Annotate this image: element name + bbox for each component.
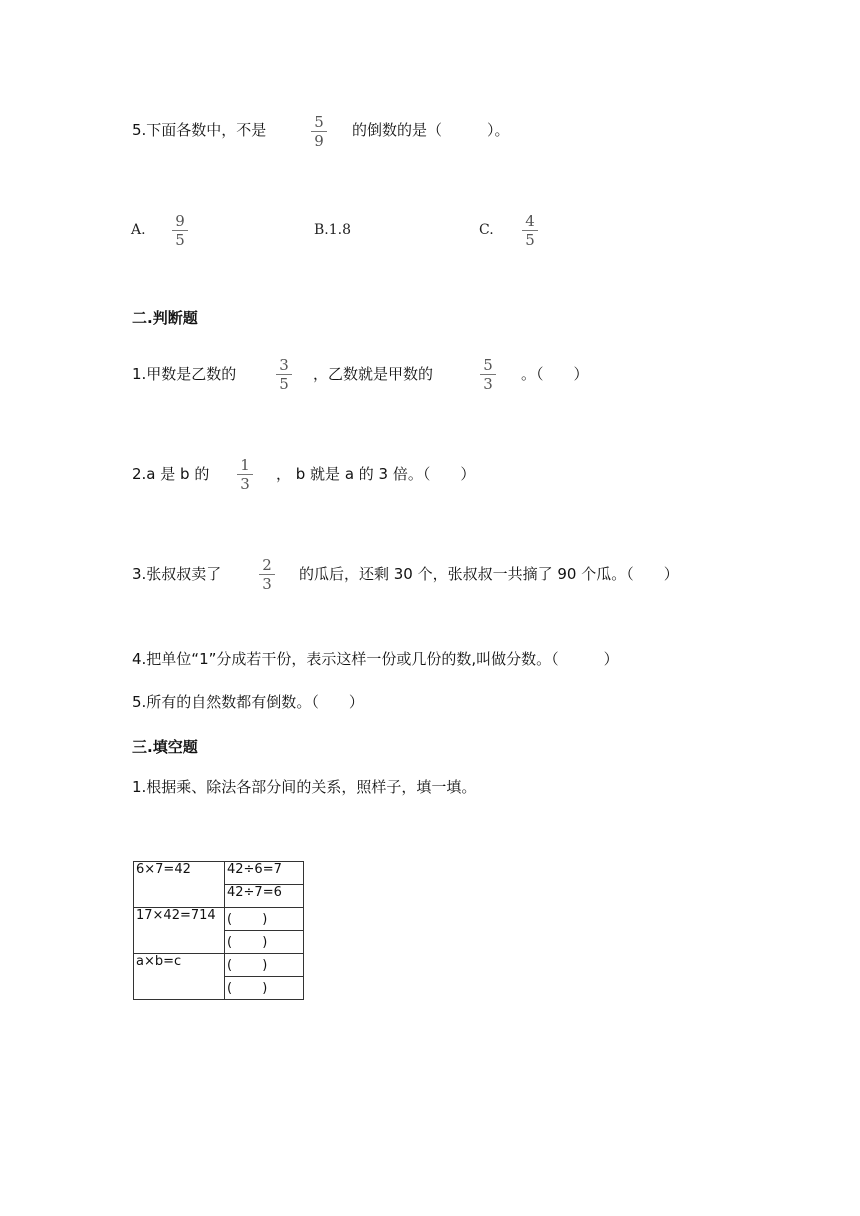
table-cell: 42÷6=7: [225, 862, 304, 885]
option-b[interactable]: B.1.8: [314, 222, 352, 238]
choice-q5-suffix: 的倒数的是（ ）。: [352, 121, 510, 139]
denominator: 3: [262, 575, 272, 593]
answer-blank[interactable]: ( ): [225, 977, 304, 1000]
judge-q2-part-b: ， b 就是 a 的 3 倍。（ ）: [276, 465, 476, 483]
section-heading-judge: 二.判断题: [132, 309, 198, 327]
denominator: 5: [279, 375, 289, 393]
option-c-fraction[interactable]: [521, 213, 539, 248]
judge-q4: 4.把单位“1”分成若干份，表示这样一份或几份的数,叫做分数。（ ）: [132, 650, 619, 668]
fraction-5-9: [310, 114, 328, 149]
table-cell-equation: 17×42=714: [134, 908, 225, 954]
table-row: [134, 862, 304, 885]
numerator: 2: [262, 556, 272, 574]
denominator: 5: [525, 231, 535, 249]
judge-q3-part-b: 的瓜后，还剩 30 个，张叔叔一共摘了 90 个瓜。（ ）: [299, 565, 679, 583]
option-a-label[interactable]: A.: [131, 222, 146, 238]
section-heading-fill: 三.填空题: [132, 738, 198, 756]
fraction-3-5: [275, 357, 293, 392]
table-cell-equation: 6×7=42: [134, 862, 225, 908]
numerator: 4: [525, 212, 535, 230]
judge-q3-part-a: 3.张叔叔卖了: [132, 565, 222, 583]
numerator: 5: [314, 113, 324, 131]
answer-blank[interactable]: ( ): [225, 931, 304, 954]
judge-q1-part-c: 。（ ）: [521, 365, 589, 383]
table-cell-equation: a×b=c: [134, 954, 225, 1000]
numerator: 9: [175, 212, 185, 230]
fill-q1: 1.根据乘、除法各部分间的关系，照样子，填一填。: [132, 778, 477, 796]
table-cell: 42÷7=6: [225, 885, 304, 908]
option-c-label[interactable]: C.: [479, 222, 494, 238]
judge-q1-part-b: ，乙数就是甲数的: [313, 365, 434, 383]
judge-q1-part-a: 1.甲数是乙数的: [132, 365, 237, 383]
table-row: [134, 908, 304, 931]
answer-blank[interactable]: ( ): [225, 954, 304, 977]
choice-q5-prefix: 5.下面各数中，不是: [132, 121, 267, 139]
relation-table: [133, 861, 304, 1000]
numerator: 1: [240, 456, 250, 474]
table-row: [134, 954, 304, 977]
judge-q2-part-a: 2.a 是 b 的: [132, 465, 210, 483]
denominator: 3: [240, 475, 250, 493]
answer-blank[interactable]: ( ): [225, 908, 304, 931]
numerator: 5: [483, 356, 493, 374]
denominator: 5: [175, 231, 185, 249]
fraction-2-3: [258, 557, 276, 592]
option-a-fraction[interactable]: [171, 213, 189, 248]
denominator: 3: [483, 375, 493, 393]
fraction-1-3: [236, 457, 254, 492]
fraction-5-3: [479, 357, 497, 392]
numerator: 3: [279, 356, 289, 374]
judge-q5: 5.所有的自然数都有倒数。（ ）: [132, 693, 364, 711]
denominator: 9: [314, 132, 324, 150]
